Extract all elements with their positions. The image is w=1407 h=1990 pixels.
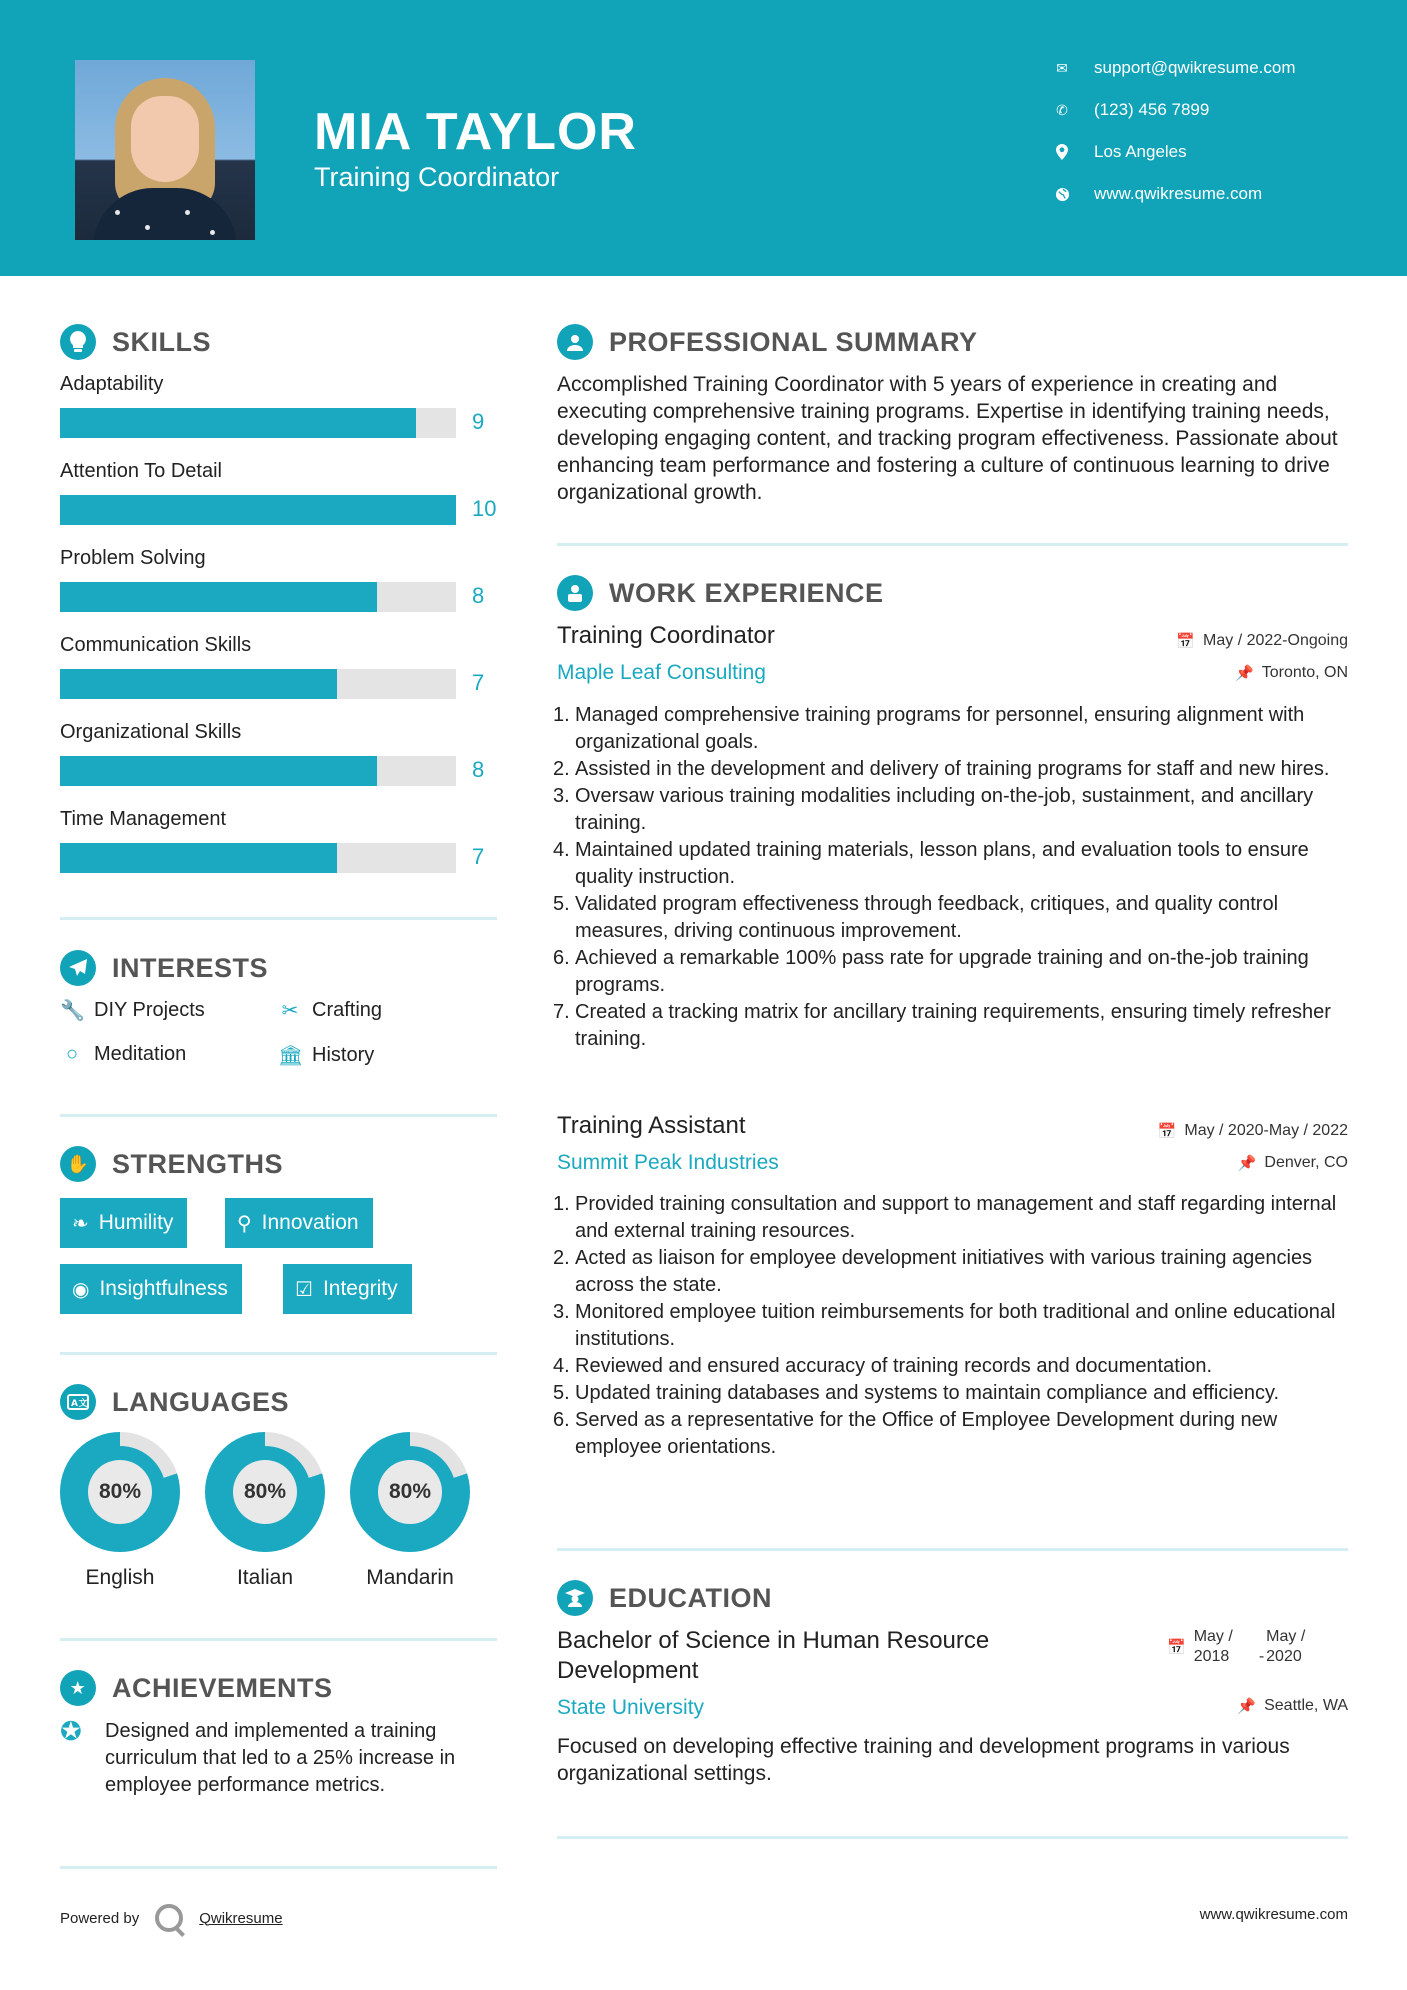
language-name: Mandarin xyxy=(366,1566,454,1589)
divider xyxy=(60,1866,497,1869)
envelope-icon: ✉ xyxy=(1056,59,1068,76)
skill-bar-fill xyxy=(60,756,377,786)
skill-label: Organizational Skills xyxy=(60,721,242,743)
powered-by-text: Powered by xyxy=(60,1909,140,1927)
duty-item: 5. Updated training databases and systems to maintain compliance and efficiency. xyxy=(553,1382,1280,1404)
star-icon: ✪ xyxy=(60,1716,82,1746)
skill-score: 9 xyxy=(472,409,485,434)
divider xyxy=(60,917,497,920)
skill-bar-fill xyxy=(60,843,337,873)
strength-chip: ⚲ Innovation xyxy=(225,1198,373,1248)
duty-item: 2. Assisted in the development and delivery of training programs for staff and new hires. xyxy=(553,758,1330,780)
circle-icon: ○ xyxy=(65,1043,79,1065)
wrench-icon: 🔧 xyxy=(60,1000,85,1022)
pushpin-icon: 📌 xyxy=(1235,665,1254,682)
company-name: Summit Peak Industries xyxy=(557,1151,779,1174)
divider xyxy=(557,543,1348,546)
qwikresume-logo-icon xyxy=(155,1904,183,1932)
resume-header xyxy=(0,0,1407,276)
skills-heading: SKILLS xyxy=(60,324,211,360)
job-title: Training Coordinator xyxy=(557,622,775,649)
paper-plane-icon xyxy=(60,950,96,986)
leaf-icon: ❧ xyxy=(72,1212,89,1235)
skill-label: Attention To Detail xyxy=(60,460,222,482)
divider xyxy=(60,1352,497,1355)
location-text: Los Angeles xyxy=(1094,142,1187,161)
check-square-icon: ☑ xyxy=(295,1278,313,1301)
globe-icon xyxy=(1052,184,1072,204)
duty-item: 3. Monitored employee tuition reimbursements for both traditional and online educational institutions. xyxy=(553,1301,1336,1350)
divider xyxy=(557,1836,1348,1839)
lightbulb-icon: ⚲ xyxy=(237,1212,252,1235)
education-heading: EDUCATION xyxy=(557,1580,772,1616)
job-dates: 📅 May / 2022-Ongoing xyxy=(1176,632,1348,650)
achievement-item: ✪ Designed and implemented a training curriculum that led to a 25% increase in employee performance metrics. xyxy=(60,1718,500,1799)
skill-score: 8 xyxy=(472,583,485,608)
experience-heading: WORK EXPERIENCE xyxy=(557,575,884,611)
skill-label: Adaptability xyxy=(60,373,164,395)
education-location: 📌 Seattle, WA xyxy=(1237,1697,1348,1715)
summary-heading: PROFESSIONAL SUMMARY xyxy=(557,324,978,360)
website-text: www.qwikresume.com xyxy=(1094,184,1263,203)
graduate-icon xyxy=(557,1580,593,1616)
strengths-heading: ✋ STRENGTHS xyxy=(60,1146,283,1182)
strength-chip: ☑ Integrity xyxy=(283,1264,412,1314)
skill-score: 10 xyxy=(472,496,497,521)
museum-icon: 🏛 xyxy=(278,1045,304,1067)
brand-link[interactable]: Qwikresume xyxy=(199,1909,283,1927)
education-dates: 📅 May / 2018 - May / 2020 xyxy=(1167,1628,1306,1665)
skill-score: 8 xyxy=(472,757,485,782)
contact-phone[interactable] xyxy=(1052,100,1209,120)
duty-item: 1. Managed comprehensive training programs for personnel, ensuring alignment with organizational goals. xyxy=(553,704,1305,753)
scissors-icon: ✂ xyxy=(281,1000,299,1022)
eye-icon: ◉ xyxy=(72,1278,90,1301)
duty-item: 6. Served as a representative for the Office of Employee Development during new employee orientations. xyxy=(553,1409,1278,1458)
hand-icon: ✋ xyxy=(60,1146,96,1182)
job-title: Training Assistant xyxy=(557,1112,746,1139)
skill-bar xyxy=(60,582,456,612)
skill-bar-fill xyxy=(60,495,456,525)
calendar-icon: 📅 xyxy=(1176,633,1196,650)
language-ring xyxy=(350,1432,470,1552)
skill-label: Problem Solving xyxy=(60,547,206,569)
footer-powered-by xyxy=(60,1904,283,1932)
interests-heading: INTERESTS xyxy=(60,950,268,986)
skill-bar xyxy=(60,843,456,873)
phone-icon: ✆ xyxy=(1056,101,1068,118)
language-name: Italian xyxy=(236,1566,294,1589)
skill-bar xyxy=(60,495,456,525)
contact-location xyxy=(1052,142,1187,162)
job-dates: 📅 May / 2020-May / 2022 xyxy=(1157,1122,1348,1140)
degree-title: Bachelor of Science in Human Resource Development xyxy=(557,1627,990,1684)
user-icon xyxy=(557,324,593,360)
language-level: 80% xyxy=(378,1460,442,1524)
skill-score: 7 xyxy=(472,844,485,869)
skill-bar xyxy=(60,669,456,699)
education-description: Focused on developing effective training and development programs in various organizational settings. xyxy=(557,1735,1290,1785)
footer-website[interactable]: www.qwikresume.com xyxy=(1199,1906,1348,1923)
interest-item: ○ Meditation xyxy=(60,1043,186,1066)
profile-photo xyxy=(75,60,255,240)
lightbulb-icon xyxy=(60,324,96,360)
interest-item: 🔧 DIY Projects xyxy=(60,999,205,1022)
skill-label: Communication Skills xyxy=(60,634,252,656)
duty-item: 4. Reviewed and ensured accuracy of training records and documentation. xyxy=(553,1355,1213,1377)
languages-heading: A文 LANGUAGES xyxy=(60,1384,289,1420)
language-level: 80% xyxy=(88,1460,152,1524)
email-text: support@qwikresume.com xyxy=(1094,58,1296,77)
duty-item: 2. Acted as liaison for employee development initiatives with various training agencies across the state. xyxy=(553,1247,1313,1296)
job-location: 📌 Toronto, ON xyxy=(1235,664,1348,682)
skill-bar xyxy=(60,408,456,438)
language-card-icon xyxy=(60,1384,96,1420)
skill-bar-fill xyxy=(60,669,337,699)
job-duties xyxy=(553,702,1347,1053)
svg-text:A文: A文 xyxy=(71,1399,88,1409)
interest-item: 🏛 History xyxy=(278,1044,375,1067)
pushpin-icon: 📌 xyxy=(1237,1698,1257,1715)
job-duties xyxy=(553,1191,1347,1461)
pushpin-icon: 📌 xyxy=(1237,1155,1257,1172)
contact-website[interactable] xyxy=(1052,184,1262,204)
duty-item: 3. Oversaw various training modalities including on-the-job, sustainment, and ancillary training. xyxy=(553,785,1314,834)
strength-chip: ◉ Insightfulness xyxy=(60,1264,242,1314)
language-ring xyxy=(60,1432,180,1552)
divider xyxy=(60,1638,497,1641)
star-badge-icon: ★ xyxy=(60,1670,96,1706)
calendar-icon: 📅 xyxy=(1167,1639,1186,1656)
briefcase-user-icon xyxy=(557,575,593,611)
map-pin-icon xyxy=(1052,142,1072,162)
summary-text: Accomplished Training Coordinator with 5 years of experience in creating and executing comprehensive training programs. Expertise in identifying training needs, developing engaging content, and tracking program effectiveness. Passionate about enhancing team performance and fostering a culture of continuous learning to drive organizational growth. xyxy=(557,373,1338,504)
duty-item: 5. Validated program effectiveness through feedback, critiques, and quality control measures, driving continuous improvement. xyxy=(553,893,1279,942)
calendar-icon: 📅 xyxy=(1157,1123,1177,1140)
achievements-heading: ★ ACHIEVEMENTS xyxy=(60,1670,333,1706)
strength-chip: ❧ Humility xyxy=(60,1198,187,1248)
skill-bar xyxy=(60,756,456,786)
duty-item: 7. Created a tracking matrix for ancillary training requirements, ensuring timely refresher training. xyxy=(553,1001,1331,1050)
language-level: 80% xyxy=(233,1460,297,1524)
skill-bar-fill xyxy=(60,408,416,438)
candidate-name: MIA TAYLOR xyxy=(314,103,637,161)
phone-text: (123) 456 7899 xyxy=(1094,100,1210,119)
duty-item: 1. Provided training consultation and support to management and staff regarding internal and external training resources. xyxy=(553,1193,1337,1242)
interest-item: ✂ Crafting xyxy=(278,998,382,1023)
skill-label: Time Management xyxy=(60,808,226,830)
school-name: State University xyxy=(557,1696,705,1719)
job-location: 📌 Denver, CO xyxy=(1237,1154,1348,1172)
duty-item: 6. Achieved a remarkable 100% pass rate for upgrade training and on-the-job training programs. xyxy=(553,947,1309,996)
divider xyxy=(60,1114,497,1117)
language-name: English xyxy=(85,1566,155,1589)
duty-item: 4. Maintained updated training materials, lesson plans, and evaluation tools to ensure quality instruction. xyxy=(553,839,1309,888)
candidate-title: Training Coordinator xyxy=(314,162,560,192)
language-ring xyxy=(205,1432,325,1552)
contact-email[interactable] xyxy=(1052,58,1296,78)
skill-score: 7 xyxy=(472,670,485,695)
skill-bar-fill xyxy=(60,582,377,612)
divider xyxy=(557,1548,1348,1551)
company-name: Maple Leaf Consulting xyxy=(557,661,766,684)
